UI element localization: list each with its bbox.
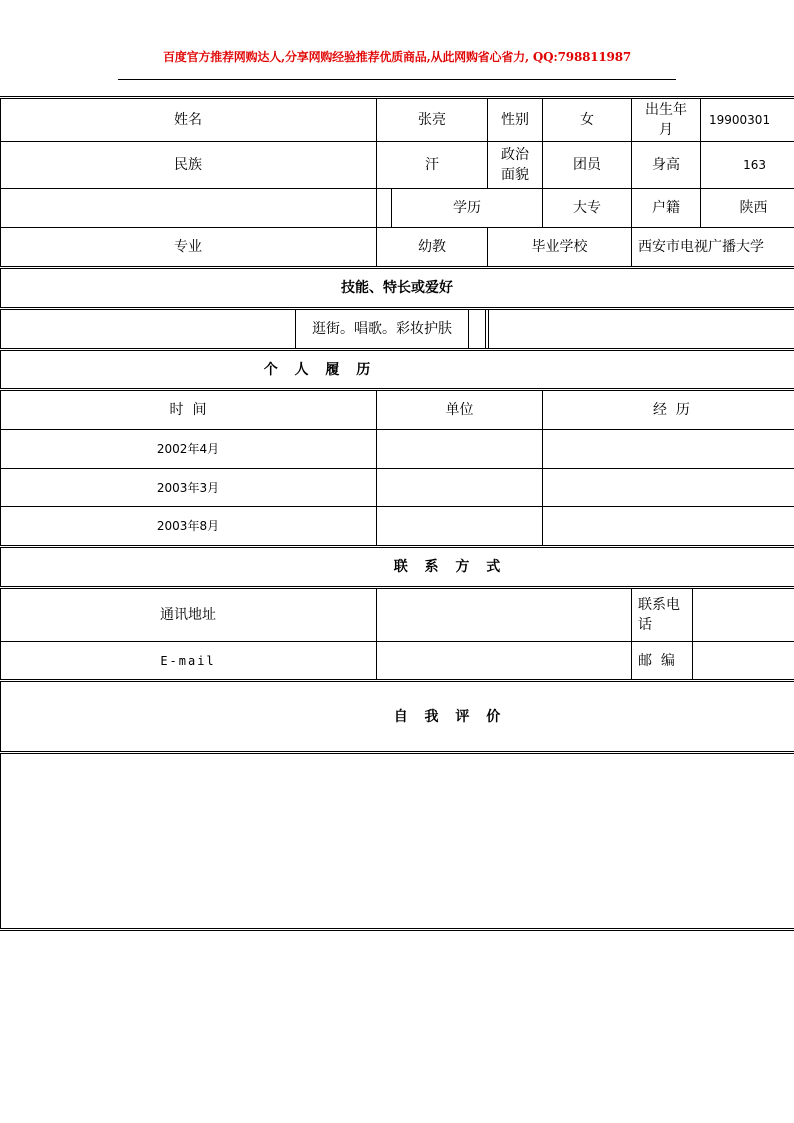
postcode-label: 邮 编 [638, 652, 675, 669]
school-value: 西安市电视广播大学 [638, 239, 764, 255]
gender-value: 女 [580, 112, 594, 128]
self-eval-content [0, 754, 794, 929]
education-value: 大专 [573, 200, 601, 216]
contact-title: 联 系 方 式 [393, 559, 507, 575]
birth-label: 出生年月 [645, 102, 687, 138]
col-experience: 经 历 [653, 402, 690, 418]
email-label: E-mail [160, 653, 216, 668]
ethnicity-value: 汗 [425, 157, 439, 173]
name-value: 张亮 [418, 112, 446, 128]
table-row: 2003年8月 [156, 519, 220, 533]
major-value: 幼教 [418, 239, 446, 255]
birth-value: 19900301 [709, 113, 771, 127]
political-value: 团员 [573, 157, 601, 173]
skills-title: 技能、特长或爱好 [341, 280, 453, 296]
school-label: 毕业学校 [531, 239, 588, 255]
hukou-value: 陕西 [739, 200, 768, 216]
self-eval-title: 自 我 评 价 [393, 709, 507, 725]
resume-title: 个 人 履 历 [263, 361, 377, 378]
col-time: 时 间 [169, 402, 207, 418]
height-label: 身高 [652, 157, 680, 173]
table-row: 2002年4月 [156, 442, 220, 456]
education-label: 学历 [453, 200, 481, 216]
gender-label: 性别 [501, 112, 529, 128]
height-value: 163 [743, 158, 766, 172]
name-label: 姓名 [174, 112, 202, 128]
col-unit: 单位 [445, 402, 474, 418]
major-label: 专业 [174, 239, 202, 255]
table-row: 2003年3月 [156, 480, 220, 495]
phone-label: 联系电话 [638, 597, 680, 633]
political-label: 政治面貌 [501, 147, 529, 183]
header-note: 百度官方推荐网购达人,分享网购经验推荐优质商品,从此网购省心省力, QQ:798811987 [163, 50, 631, 64]
address-label: 通讯地址 [160, 607, 216, 623]
skills-value: 逛街。唱歌。彩妆护肤 [312, 321, 452, 337]
hukou-label: 户籍 [652, 200, 680, 216]
header-divider [118, 79, 676, 80]
ethnicity-label: 民族 [174, 157, 202, 173]
